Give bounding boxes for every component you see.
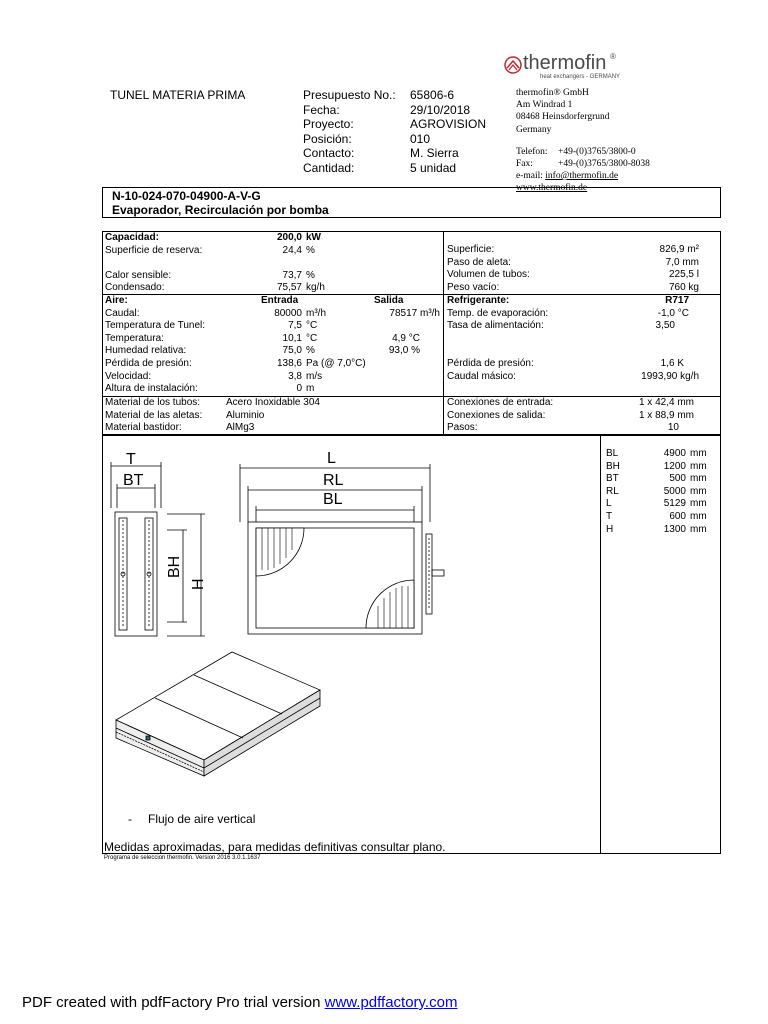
calor-value: 73,7 <box>282 269 302 281</box>
condensado-unit: kg/h <box>306 282 325 293</box>
temperatura-label: Temperatura: <box>105 332 164 344</box>
company-street: Am Windrad 1 <box>516 100 573 111</box>
dim-key: L <box>606 498 612 510</box>
project-title: TUNEL MATERIA PRIMA <box>110 88 246 102</box>
altura-in: 0 <box>296 383 302 395</box>
dim-label-l: L <box>327 450 336 467</box>
volumen-label: Volumen de tubos: <box>447 269 530 280</box>
medidas-note: Medidas aproximadas, para medidas definitivas consultar plano. <box>104 840 446 854</box>
email-link[interactable]: info@thermofin.de <box>545 171 619 182</box>
calor-unit: % <box>306 269 315 281</box>
cantidad-label: Cantidad: <box>303 160 355 175</box>
refrig-value: R717 <box>665 295 689 306</box>
isometric-drawing <box>108 648 328 783</box>
temp-tunel-in: 7,5 <box>288 320 302 332</box>
superficie-value: 826,9 m² <box>659 244 699 255</box>
calor-label: Calor sensible: <box>105 269 172 281</box>
pasos-label: Pasos: <box>447 422 478 433</box>
velocidad-label: Velocidad: <box>105 370 152 382</box>
dim-key: BL <box>606 448 619 459</box>
contacto-label: Contacto: <box>303 146 355 160</box>
company-name: thermofin® GmbH <box>516 88 589 98</box>
caudal-label: Caudal: <box>105 307 140 319</box>
velocidad-unit: m/s <box>306 370 323 382</box>
dim-key: RL <box>606 485 619 497</box>
pdf-footer <box>22 994 457 1011</box>
superficie-label: Superficie: <box>447 244 495 255</box>
conexion-entrada-value: 1 x 42,4 mm <box>638 397 694 408</box>
flujo-dash: - <box>128 812 132 826</box>
perdida-ref-value: 1,6 K <box>660 357 684 369</box>
company-address <box>516 87 686 195</box>
dim-unit: mm <box>690 510 707 522</box>
model-code: N-10-024-070-04900-A-V-G <box>112 189 261 203</box>
logo-brand: thermofin <box>523 52 607 74</box>
temp-evap-value: -1,0 °C <box>657 307 689 319</box>
presupuesto-value: 65806-6 <box>410 88 455 102</box>
conexion-salida-value: 1 x 88,9 mm <box>638 409 694 421</box>
dim-key: T <box>606 510 613 522</box>
logo-tagline: heat exchangers - GERMANY <box>540 74 621 80</box>
dims-divider <box>600 435 601 854</box>
perdida-aire-unit: Pa (@ 7,0°C) <box>306 357 366 369</box>
perdida-aire-in: 138,6 <box>276 357 302 369</box>
reserva-value: 24,4 <box>282 244 302 256</box>
email-label: e-mail: <box>516 171 543 182</box>
refrig-label: Refrigerante: <box>447 295 510 306</box>
dim-label-h: H <box>190 578 207 590</box>
capacidad-label: Capacidad: <box>105 232 159 243</box>
footer-link[interactable]: www.pdffactory.com <box>324 994 458 1011</box>
humedad-out: 93,0 % <box>388 345 420 357</box>
dim-value: 1300 <box>663 523 686 535</box>
dim-value: 5129 <box>663 498 686 510</box>
dim-value: 4900 <box>663 448 686 459</box>
material-aletas-label: Material de las aletas: <box>105 409 203 421</box>
dim-label-t: T <box>126 451 136 468</box>
fax-value: +49-(0)3765/3800-8038 <box>558 159 650 169</box>
posicion-value: 010 <box>410 131 431 146</box>
aire-label: Aire: <box>105 295 128 306</box>
web-link[interactable]: www.thermofin.de <box>516 183 588 194</box>
material-bastidor-label: Material bastidor: <box>105 422 182 433</box>
model-box <box>102 187 721 218</box>
capacidad-unit: kW <box>306 232 321 243</box>
capacidad-value: 200,0 <box>276 232 302 243</box>
volumen-value: 225,5 l <box>668 269 699 280</box>
dim-value: 1200 <box>663 460 686 472</box>
proyecto-label: Proyecto: <box>303 117 354 131</box>
pasos-value: 10 <box>667 422 679 433</box>
dim-key: BT <box>606 473 619 485</box>
footer-text: PDF created with pdfFactory Pro trial version <box>22 994 325 1011</box>
thermofin-logo <box>500 52 630 82</box>
company-city: 08468 Heinsdorfergrund <box>516 112 610 123</box>
caudal-masico-value: 1993,90 kg/h <box>641 370 699 382</box>
fecha-value: 29/10/2018 <box>410 102 471 117</box>
perdida-aire-label: Pérdida de presión: <box>105 357 192 369</box>
dim-value: 500 <box>669 473 686 485</box>
aire-entrada: Entrada <box>261 295 299 306</box>
dim-key: H <box>606 523 614 535</box>
temperatura-unit: °C <box>306 332 318 344</box>
temperatura-out: 4,9 °C <box>392 332 420 344</box>
paso-aleta-label: Paso de aleta: <box>447 256 511 268</box>
programa-note: Programa de seleccion thermofin. Version 2016 3.0.1.1637 <box>104 855 261 861</box>
dim-value: 5000 <box>663 485 686 497</box>
paso-aleta-value: 7,0 mm <box>665 256 699 268</box>
spec-refrig <box>447 295 699 383</box>
model-description: Evaporador, Recirculación por bomba <box>112 203 329 217</box>
humedad-in: 75,0 <box>282 345 302 357</box>
conexion-entrada-label: Conexiones de entrada: <box>447 397 554 408</box>
spec-right-top <box>447 244 699 294</box>
spec-left-top <box>105 232 440 295</box>
fecha-label: Fecha: <box>303 102 340 117</box>
caudal-out: 78517 m³/h <box>389 307 440 319</box>
dim-unit: mm <box>690 460 707 472</box>
altura-unit: m <box>306 383 315 395</box>
humedad-unit: % <box>306 345 315 357</box>
reserva-unit: % <box>306 244 315 256</box>
contacto-value: M. Sierra <box>410 146 459 160</box>
temp-tunel-unit: °C <box>306 320 318 332</box>
posicion-label: Posición: <box>303 131 352 146</box>
perdida-ref-label: Pérdida de presión: <box>447 357 534 369</box>
dim-unit: mm <box>690 498 707 510</box>
material-aletas-value: Aluminio <box>226 409 265 421</box>
temperatura-in: 10,1 <box>282 332 302 344</box>
thermofin-logo-icon <box>503 55 523 75</box>
peso-label: Peso vacío: <box>447 281 500 293</box>
header-fields <box>303 88 503 175</box>
velocidad-in: 3,8 <box>288 370 302 382</box>
spec-divider <box>443 231 444 435</box>
dim-unit: mm <box>690 448 707 459</box>
temp-evap-label: Temp. de evaporación: <box>447 307 549 319</box>
presupuesto-label: Presupuesto No.: <box>303 88 396 102</box>
dim-label-bh: BH <box>166 555 183 578</box>
temp-tunel-label: Temperatura de Tunel: <box>105 320 206 332</box>
dim-unit: mm <box>690 523 707 535</box>
dim-unit: mm <box>690 485 707 497</box>
conexion-salida-label: Conexiones de salida: <box>447 409 546 421</box>
proyecto-value: AGROVISION <box>410 117 487 131</box>
side-view-drawing <box>105 448 215 648</box>
cantidad-value: 5 unidad <box>410 160 457 175</box>
spec-connections <box>447 397 699 435</box>
dim-label-rl: RL <box>323 472 344 489</box>
flujo-note: Flujo de aire vertical <box>148 812 256 826</box>
reserva-label: Superficie de reserva: <box>105 244 203 256</box>
tasa-label: Tasa de alimentación: <box>447 320 544 332</box>
caudal-masico-label: Caudal másico: <box>447 370 516 382</box>
spec-air <box>105 295 440 396</box>
dim-value: 600 <box>669 510 686 522</box>
logo-reg: ® <box>610 52 616 61</box>
dim-unit: mm <box>690 473 707 485</box>
dimensions-list <box>606 448 714 536</box>
spec-materials <box>105 397 440 435</box>
dim-key: BH <box>606 460 620 472</box>
dim-label-bt: BT <box>123 472 144 489</box>
humedad-label: Humedad relativa: <box>105 345 187 357</box>
fax-label: Fax: <box>516 159 533 169</box>
altura-label: Altura de instalación: <box>105 383 198 395</box>
dim-label-bl: BL <box>323 491 343 508</box>
aire-salida: Salida <box>374 295 404 306</box>
condensado-value: 75,57 <box>276 282 302 293</box>
caudal-in: 80000 <box>274 307 302 319</box>
condensado-label: Condensado: <box>105 282 165 293</box>
caudal-unit: m³/h <box>306 307 326 319</box>
peso-value: 760 kg <box>668 281 699 293</box>
company-country: Germany <box>516 124 552 135</box>
material-bastidor-value: AlMg3 <box>226 422 255 433</box>
material-tubos-label: Material de los tubos: <box>105 397 201 408</box>
tasa-value: 3,50 <box>655 320 675 332</box>
material-tubos-value: Acero Inoxidable 304 <box>226 397 320 408</box>
phone-label: Telefon: <box>516 146 548 157</box>
phone-value: +49-(0)3765/3800-0 <box>558 146 636 157</box>
